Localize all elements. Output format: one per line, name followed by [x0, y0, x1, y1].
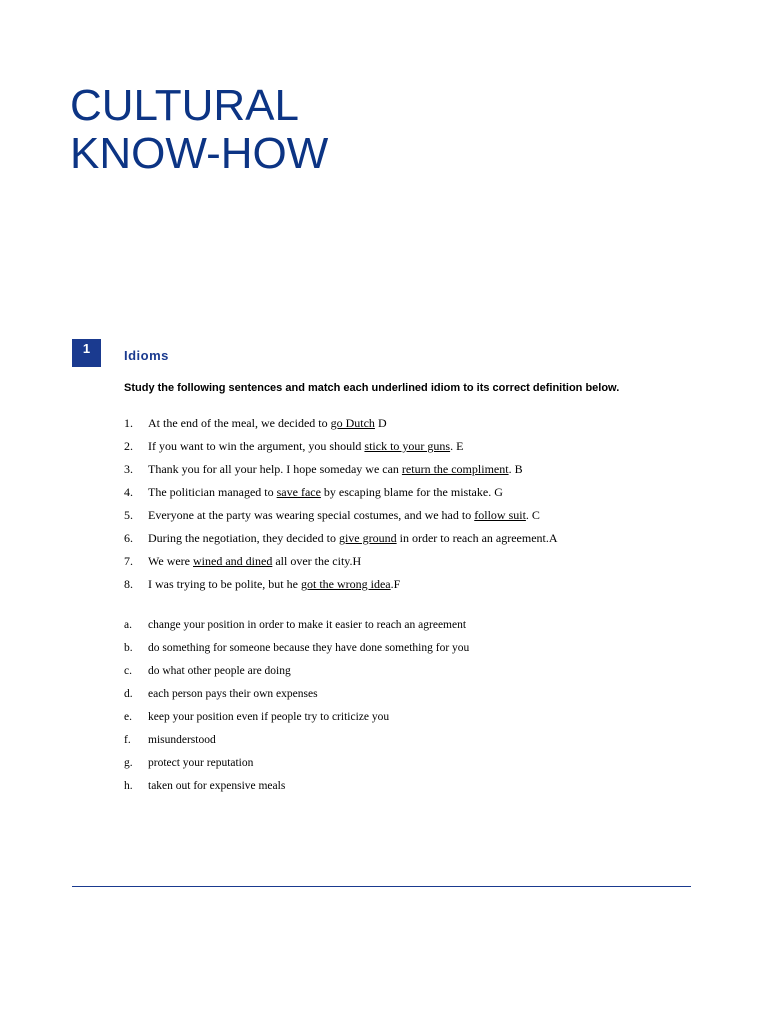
definition-item	[124, 778, 469, 801]
definition-item	[124, 617, 469, 640]
sentence-after: .F	[390, 577, 401, 591]
sentence-text	[148, 462, 523, 476]
sentence-text	[148, 439, 463, 453]
sentence-number: 1.	[124, 416, 133, 430]
definition-text: protect your reputation	[148, 757, 254, 769]
sentence-number: 6.	[124, 531, 133, 545]
definition-letter: e.	[124, 711, 132, 723]
definition-text: change your position in order to make it easier to reach an agreement	[148, 619, 467, 631]
sentence-after: D	[374, 416, 387, 430]
sentence-text	[148, 508, 540, 522]
underlined-idiom: return the compliment	[401, 462, 509, 476]
sentence-before: We were	[148, 554, 194, 568]
underlined-idiom: save face	[276, 485, 321, 499]
section-title: Idioms	[124, 348, 169, 363]
definition-text: each person pays their own expenses	[148, 688, 318, 700]
underlined-idiom: give ground	[338, 531, 397, 545]
sentence-item	[124, 415, 558, 438]
sentence-before: I was trying to be polite, but he	[148, 577, 301, 591]
sentence-number: 4.	[124, 485, 133, 499]
sentence-number: 2.	[124, 439, 133, 453]
page-title-line-1: CULTURAL	[70, 81, 300, 130]
page-title	[70, 82, 328, 178]
sentence-text	[148, 531, 558, 545]
sentence-after: all over the city.H	[272, 554, 362, 568]
sentence-list	[124, 415, 558, 599]
definition-item	[124, 732, 469, 755]
definition-item	[124, 663, 469, 686]
definition-letter: g.	[124, 757, 133, 769]
definition-item	[124, 709, 469, 732]
sentence-text	[148, 416, 387, 430]
sentence-item	[124, 484, 558, 507]
definition-text: do what other people are doing	[148, 665, 291, 677]
sentence-number: 8.	[124, 577, 133, 591]
underlined-idiom: go Dutch	[330, 416, 375, 430]
definition-letter: a.	[124, 619, 132, 631]
sentence-number: 3.	[124, 462, 133, 476]
sentence-item	[124, 576, 558, 599]
page-title-line-2: KNOW-HOW	[70, 129, 329, 178]
sentence-text	[148, 577, 400, 591]
sentence-before: Thank you for all your help. I hope someday we can	[148, 462, 402, 476]
sentence-after: in order to reach an agreement.A	[396, 531, 558, 545]
sentence-after: . E	[450, 439, 464, 453]
sentence-before: During the negotiation, they decided to	[148, 531, 339, 545]
sentence-before: The politician managed to	[148, 485, 277, 499]
definition-letter: d.	[124, 688, 133, 700]
sentence-before: At the end of the meal, we decided to	[148, 416, 331, 430]
section-number-badge: 1	[72, 339, 101, 367]
sentence-item	[124, 507, 558, 530]
sentence-before: If you want to win the argument, you should	[148, 439, 365, 453]
definition-item	[124, 640, 469, 663]
underlined-idiom: follow suit	[474, 508, 526, 522]
sentence-number: 5.	[124, 508, 133, 522]
definition-letter: h.	[124, 780, 133, 792]
sentence-before: Everyone at the party was wearing special costumes, and we had to	[148, 508, 475, 522]
definition-item	[124, 755, 469, 778]
sentence-text	[148, 485, 503, 499]
underlined-idiom: wined and dined	[193, 554, 273, 568]
exercise-instructions: Study the following sentences and match each underlined idiom to its correct definition below.	[124, 382, 620, 394]
sentence-text	[148, 554, 361, 568]
sentence-item	[124, 438, 558, 461]
sentence-after: by escaping blame for the mistake. G	[320, 485, 503, 499]
definition-item	[124, 686, 469, 709]
sentence-after: . C	[525, 508, 540, 522]
sentence-number: 7.	[124, 554, 133, 568]
definition-text: do something for someone because they have done something for you	[148, 642, 470, 654]
definition-text: misunderstood	[148, 734, 216, 746]
definition-letter: b.	[124, 642, 133, 654]
sentence-item	[124, 553, 558, 576]
sentence-item	[124, 461, 558, 484]
definition-letter: c.	[124, 665, 132, 677]
definition-list	[124, 617, 469, 801]
definition-letter: f.	[124, 734, 131, 746]
underlined-idiom: stick to your guns	[364, 439, 451, 453]
underlined-idiom: got the wrong idea	[300, 577, 391, 591]
definition-text: taken out for expensive meals	[148, 780, 286, 792]
footer-divider	[72, 886, 691, 887]
sentence-after: . B	[508, 462, 523, 476]
sentence-item	[124, 530, 558, 553]
definition-text: keep your position even if people try to criticize you	[148, 711, 390, 723]
